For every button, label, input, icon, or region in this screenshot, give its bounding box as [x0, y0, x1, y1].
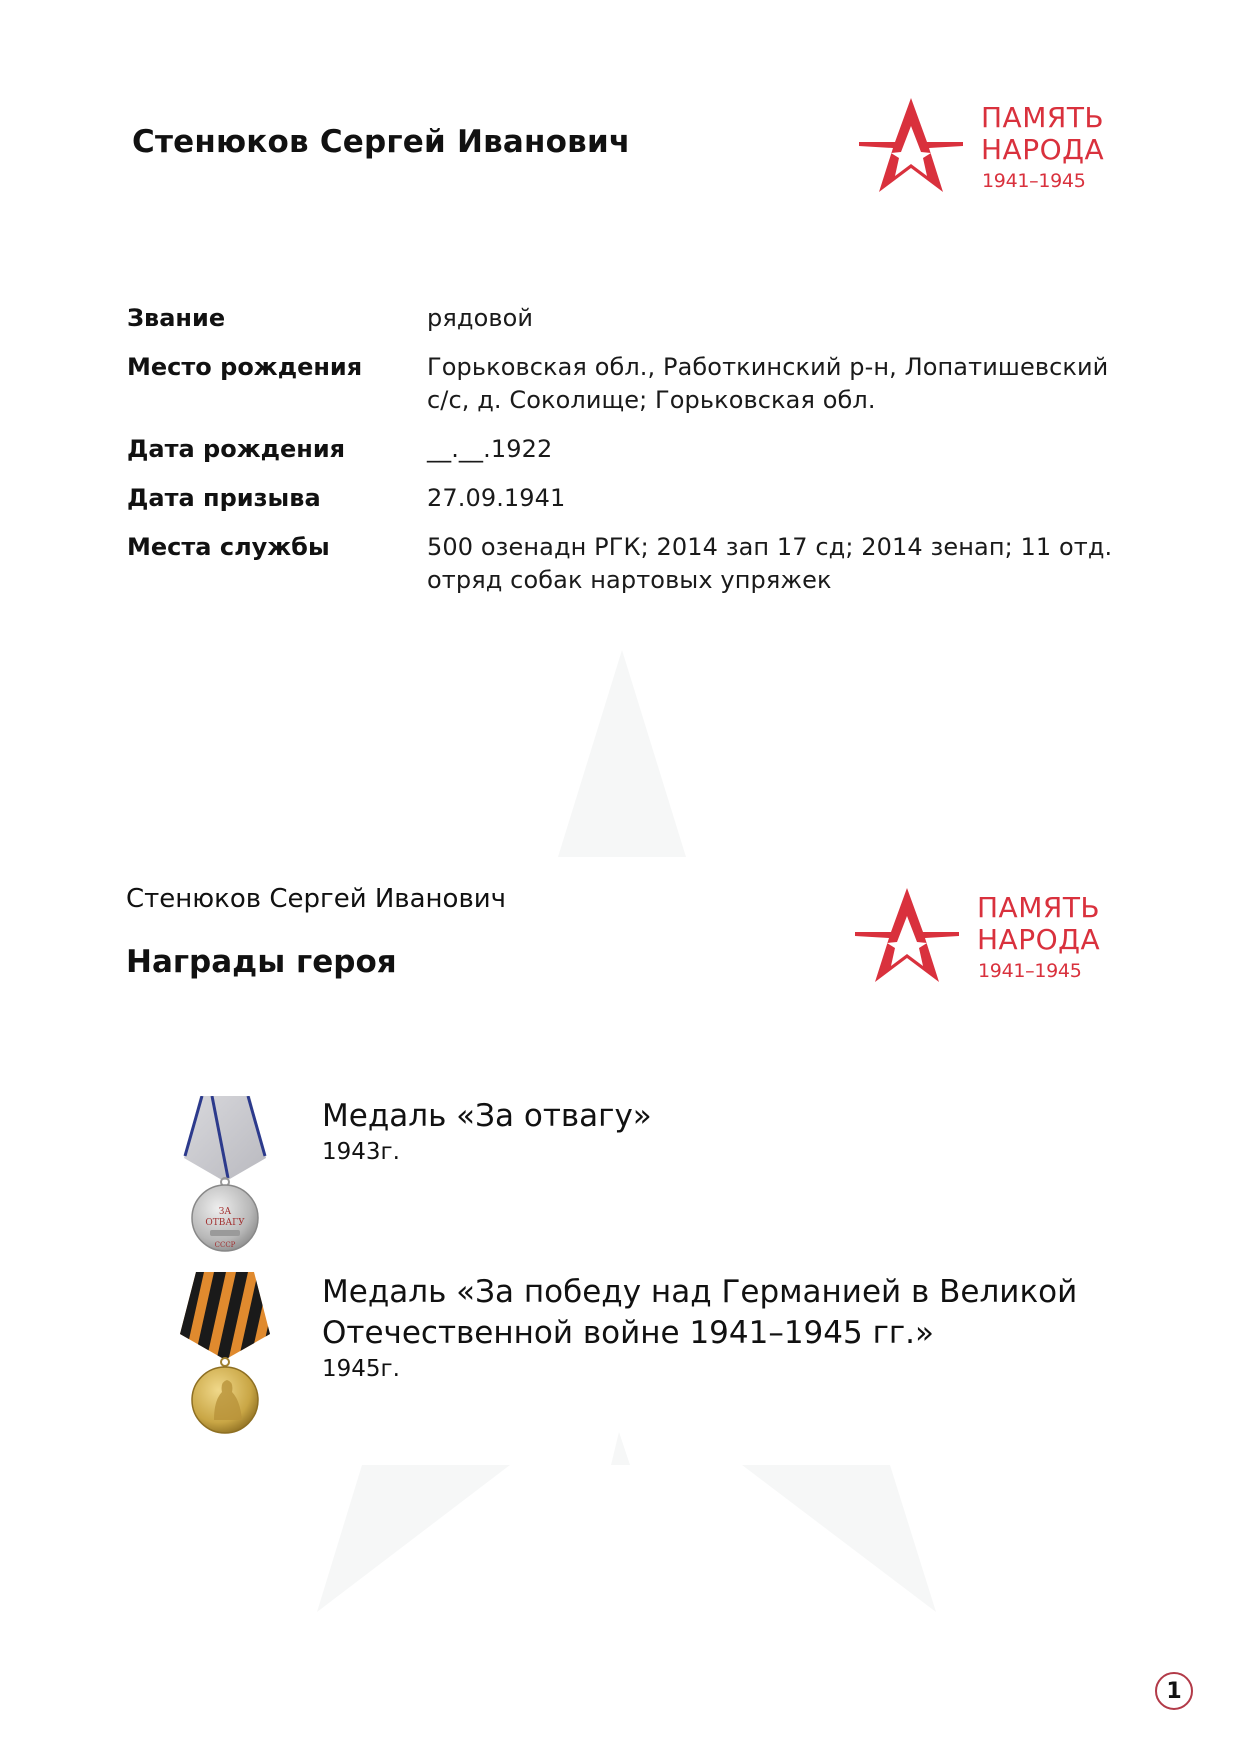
- info-row-birthplace: [127, 351, 1127, 417]
- info-label: Дата рождения: [127, 435, 346, 463]
- awards-section-title: Награды героя: [126, 944, 397, 980]
- medal-for-courage-icon: [170, 1096, 280, 1256]
- info-value: 27.09.1941: [427, 484, 566, 512]
- watermark-star-right-arm: [742, 1465, 936, 1612]
- info-label: Дата призыва: [127, 484, 321, 512]
- award-year: 1943г.: [322, 1139, 400, 1165]
- awards-person-name: Стенюков Сергей Иванович: [126, 884, 507, 914]
- info-row-service-places: [127, 531, 1127, 597]
- svg-text:ОТВАГУ: ОТВАГУ: [205, 1218, 245, 1228]
- logo-text-pamyat: ПАМЯТЬ: [977, 891, 1101, 924]
- svg-text:СССР: СССР: [214, 1241, 236, 1249]
- watermark-star-left-arm: [317, 1465, 510, 1612]
- info-row-rank: [127, 302, 1127, 335]
- pamyat-naroda-logo[interactable]: [851, 886, 1121, 996]
- svg-text:ЗА: ЗА: [218, 1207, 232, 1217]
- logo-years: 1941–1945: [978, 960, 1082, 982]
- watermark-star-top-spike: [558, 650, 686, 857]
- pamyat-naroda-logo[interactable]: [855, 96, 1125, 206]
- info-value: __.__.1922: [427, 435, 553, 463]
- person-name-title: Стенюков Сергей Иванович: [132, 124, 631, 160]
- personal-info-table: [127, 302, 1127, 613]
- info-row-birthdate: [127, 433, 1127, 466]
- info-label: Звание: [127, 304, 226, 332]
- red-star-icon: [851, 886, 963, 986]
- logo-text-pamyat: ПАМЯТЬ: [981, 101, 1105, 134]
- medal-victory-over-germany-icon: [170, 1272, 280, 1442]
- award-title: Медаль «За победу над Германией в Великой Отечественной войне 1941–1945 гг.»: [322, 1274, 1078, 1351]
- watermark-star-top-spike-tip: [611, 1432, 630, 1465]
- info-value: рядовой: [427, 304, 534, 332]
- info-value: Горьковская обл., Работкинский р-н, Лопатишевский с/с, д. Соколище; Горьковская обл.: [427, 353, 1109, 414]
- award-year: 1945г.: [322, 1356, 400, 1382]
- info-label: Место рождения: [127, 353, 363, 381]
- logo-years: 1941–1945: [982, 170, 1086, 192]
- red-star-icon: [855, 96, 967, 196]
- info-row-conscription-date: [127, 482, 1127, 515]
- info-value: 500 озенадн РГК; 2014 зап 17 сд; 2014 зенап; 11 отд. отряд собак нартовых упряжек: [427, 533, 1113, 594]
- award-title: Медаль «За отвагу»: [322, 1098, 652, 1134]
- page-number: 1: [1155, 1672, 1193, 1710]
- logo-text-naroda: НАРОДА: [977, 923, 1101, 956]
- info-label: Места службы: [127, 533, 330, 561]
- logo-text-naroda: НАРОДА: [981, 133, 1105, 166]
